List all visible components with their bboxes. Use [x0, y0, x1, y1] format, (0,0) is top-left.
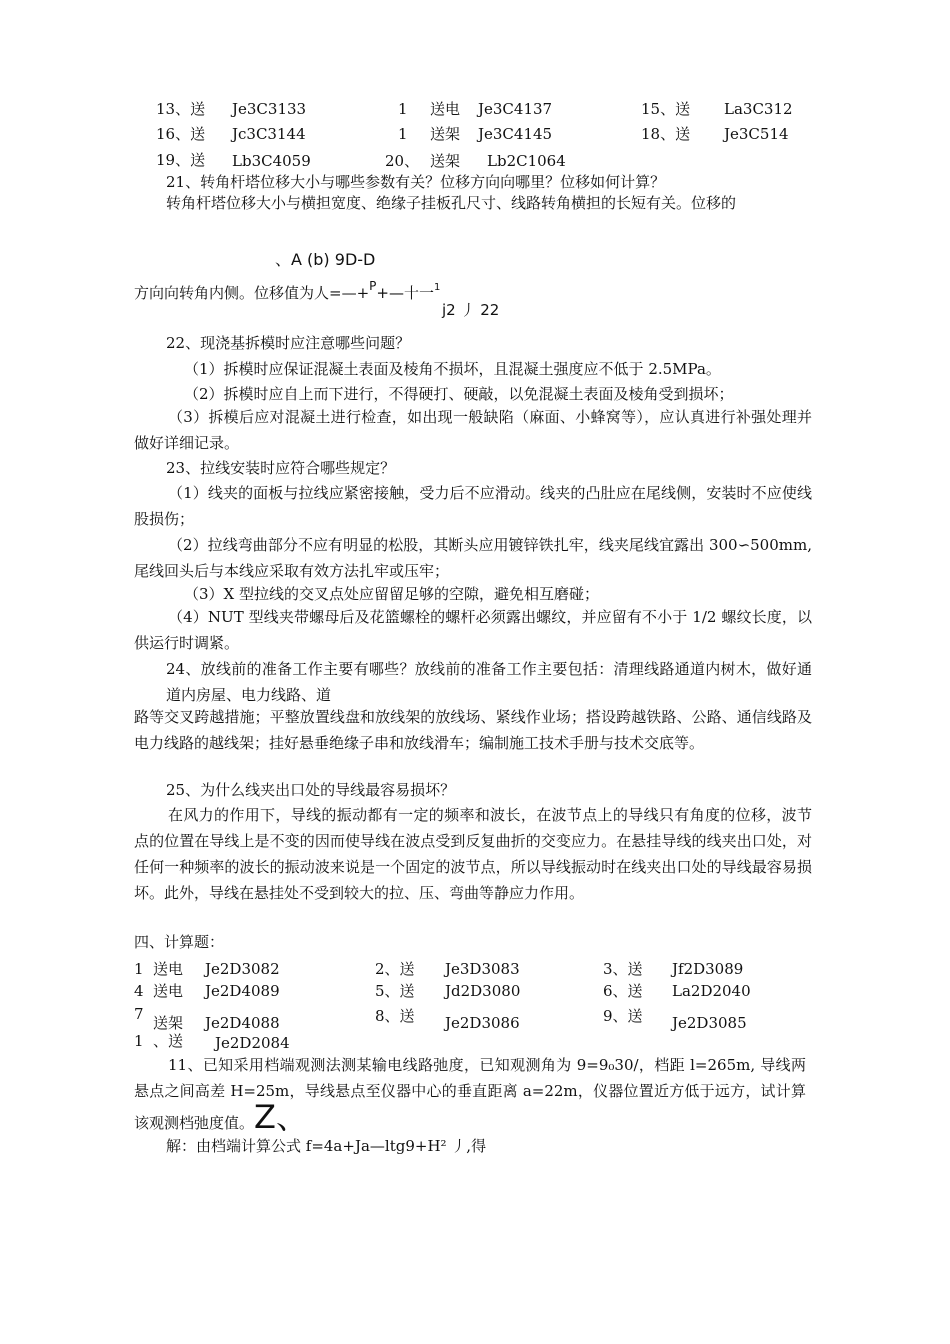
cell: 20、	[385, 152, 420, 170]
cell: 送架	[153, 1014, 184, 1032]
cell: 16、送	[156, 125, 206, 143]
q21-question: 21、转角杆塔位移大小与哪些参数有关？位移方向向哪里？位移如何计算？	[166, 173, 666, 191]
cell: Jd2D3080	[445, 982, 521, 1000]
cell: 1	[134, 1032, 144, 1050]
cell: 8、送	[375, 1007, 415, 1025]
q22-item-2: （2）拆模时应自上而下进行，不得硬打、硬敲，以免混凝土表面及棱角受到损坏；	[184, 385, 734, 403]
q21-formula-top: 、A (b) 9D-D	[275, 250, 376, 269]
cell: 18、送	[641, 125, 691, 143]
cell: 6、送	[603, 982, 643, 1000]
q21-answer-b	[134, 276, 440, 303]
q21-answer-b-text: 方向向转角内侧。位移值为人=—+	[134, 284, 370, 302]
cell: 5、送	[375, 982, 415, 1000]
q21-formula-tail: +—十一	[376, 284, 434, 302]
cell: Je3C514	[724, 125, 789, 143]
q21-formula-sup: 1	[433, 282, 441, 293]
cell: Lb2C1064	[487, 152, 566, 170]
q11-question-text: 11、已知采用档端观测法测某输电线路弛度，已知观测角为 9=9₀30/，档距 l=265m, 导线两悬点之间高差 H=25m，导线悬点至仪器中心的垂直距离 a=22m，仪器位置近方低于远方，试计算该观测档弛度值。	[134, 1056, 806, 1132]
cell: 、送	[153, 1032, 184, 1050]
q22-question: 22、现浇基拆模时应注意哪些问题？	[166, 334, 411, 352]
q11-question	[134, 1052, 806, 1136]
cell: Jc3C3144	[232, 125, 306, 143]
cell: Je2D4089	[205, 982, 280, 1000]
q21-answer-a: 转角杆塔位移大小与横担宽度、绝缘子挂板孔尺寸、线路转角横担的长短有关。位移的	[166, 194, 737, 212]
cell: Je3C4145	[478, 125, 553, 143]
q21-formula-bottom: j2 丿 22	[442, 301, 500, 319]
section4-heading: 四、计算题：	[134, 933, 225, 951]
cell: 3、送	[603, 960, 643, 978]
q23-item-4: （4）NUT 型线夹带螺母后及花篮螺栓的螺杆必须露出螺纹，并应留有不小于 1/2 螺纹长度，以供运行时调紧。	[134, 608, 812, 652]
cell: Je3C4137	[478, 100, 553, 118]
cell: 1	[134, 960, 144, 978]
cell: Je2D3086	[445, 1014, 520, 1032]
cell: 2、送	[375, 960, 415, 978]
cell: 1	[398, 125, 408, 143]
cell: Je3D3083	[445, 960, 520, 978]
cell: Je2D2084	[215, 1034, 290, 1052]
q22-item-1: （1）拆模时应保证混凝土表面及棱角不损坏，且混凝土强度应不低于 2.5MPa。	[184, 360, 721, 378]
cell: 9、送	[603, 1007, 643, 1025]
q22-item-3: （3）拆模后应对混凝土进行检查，如出现一般缺陷（麻面、小蜂窝等），应认真进行补强处理并做好详细记录。	[134, 408, 812, 452]
q25-answer: 在风力的作用下，导线的振动都有一定的频率和波长，在波节点上的导线只有角度的位移，波节点的位置在导线上是不变的因而使导线在波点受到反复曲折的交变应力。在悬挂导线的线夹出口处，对任何一种频率的波长的振动波来说是一个固定的波节点，所以导线振动时在线夹出口处的导线最容易损坏。此外，导线在悬挂处不受到较大的拉、压、弯曲等静应力作用。	[134, 806, 812, 902]
q24-question: 24、放线前的准备工作主要有哪些？放线前的准备工作主要包括：清理线路通道内树木，做好通道内房屋、电力线路、道	[166, 660, 812, 704]
cell: 7	[134, 1005, 144, 1023]
cell: 1	[398, 100, 408, 118]
cell: Je3C3133	[232, 100, 307, 118]
q23-item-1: （1）线夹的面板与拉线应紧密接触，受力后不应滑动。线夹的凸肚应在尾线侧，安装时不应使线股损伤；	[134, 484, 812, 528]
q25-question: 25、为什么线夹出口处的导线最容易损坏？	[166, 781, 456, 799]
cell: 送电	[430, 100, 461, 118]
cell: 15、送	[641, 100, 691, 118]
cell: 送电	[153, 960, 184, 978]
q23-item-2: （2）拉线弯曲部分不应有明显的松股，其断头应用镀锌铁扎牢，线夹尾线宜露出 300∽500mm, 尾线回头后与本线应采取有效方法扎牢或压牢；	[134, 536, 812, 580]
cell: 13、送	[156, 100, 206, 118]
cell: Lb3C4059	[232, 152, 311, 170]
cell: La3C312	[724, 100, 793, 118]
cell: Je2D3085	[672, 1014, 747, 1032]
q24-answer: 路等交叉跨越措施；平整放置线盘和放线架的放线场、紧线作业场；搭设跨越铁路、公路、通信线路及电力线路的越线架；挂好悬垂绝缘子串和放线滑车；编制施工技术手册与技术交底等。	[134, 708, 812, 752]
q11-mark: Z、	[254, 1098, 308, 1136]
cell: 送电	[153, 982, 184, 1000]
cell: Jf2D3089	[672, 960, 744, 978]
q23-question: 23、拉线安装时应符合哪些规定？	[166, 459, 396, 477]
q23-item-3: （3）X 型拉线的交叉点处应留留足够的空隙，避免相互磨碰；	[184, 585, 599, 603]
q21-formula-p: P	[369, 279, 377, 293]
cell: La2D2040	[672, 982, 751, 1000]
cell: 送架	[430, 125, 461, 143]
cell: 4	[134, 982, 144, 1000]
q11-solution: 解：由档端计算公式 f=4a+Ja—ltg9+H² 丿,得	[166, 1137, 487, 1155]
cell: 送架	[430, 152, 461, 170]
cell: Je2D3082	[205, 960, 280, 978]
cell: Je2D4088	[205, 1014, 280, 1032]
cell: 19、送	[156, 151, 206, 169]
